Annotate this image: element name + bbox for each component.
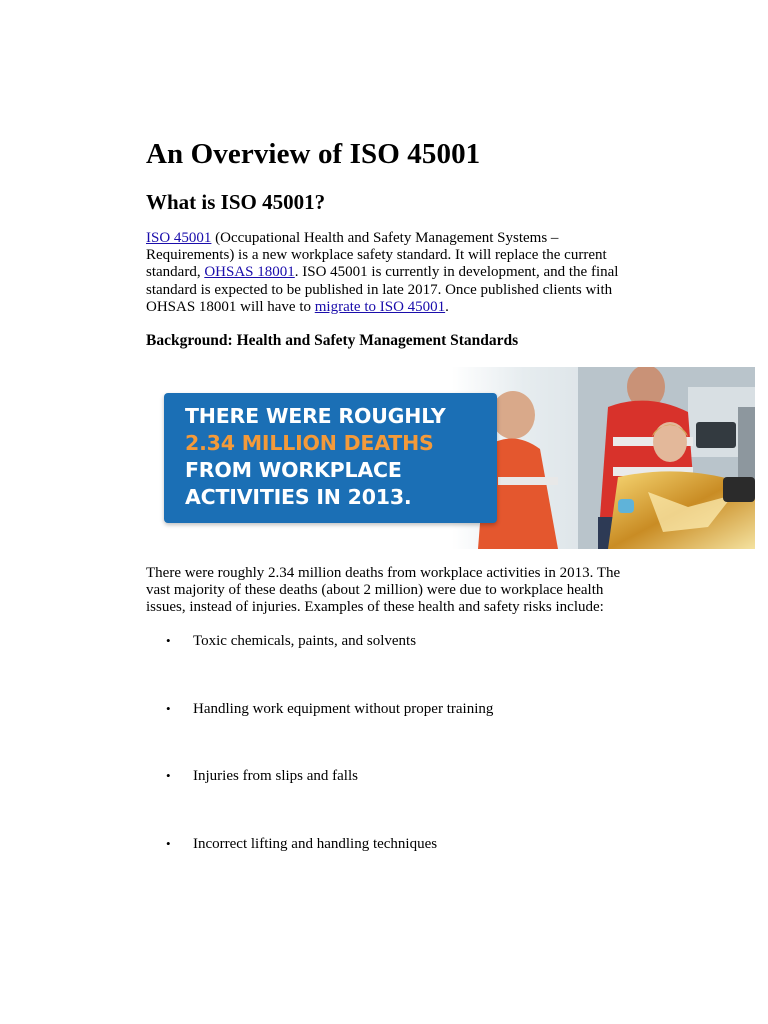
list-item-text: Incorrect lifting and handling techniques xyxy=(193,835,438,852)
page-title: An Overview of ISO 45001 xyxy=(146,138,481,170)
callout-line-3: FROM WORKPLACE xyxy=(185,458,402,482)
intro-text-3: . xyxy=(445,298,449,315)
bullet-icon: • xyxy=(166,768,171,783)
body-paragraph: There were roughly 2.34 million deaths from workplace activities in 2013. The vast majority of these deaths (about 2 million) were due to workplace health issues, instead of injuries. Examples of these health and safety risks include: xyxy=(146,565,621,616)
statistic-banner-image xyxy=(148,367,755,549)
intro-text-2: . ISO 45001 is currently in development, and the final standard is expected to be published in late 2017. Once published clients with OHSAS 18001 will have to xyxy=(146,264,619,315)
bullet-icon: • xyxy=(166,835,171,851)
list-item-text: Injuries from slips and falls xyxy=(193,768,358,784)
list-item-text: Toxic chemicals, paints, and solvents xyxy=(193,633,417,649)
intro-text-1: (Occupational Health and Safety Management Systems – Requirements) is a new workplace safety standard. It will replace the current standard, xyxy=(146,230,607,281)
bullet-icon: • xyxy=(166,700,171,716)
background-heading: Background: Health and Safety Management Standards xyxy=(146,332,519,349)
migrate-link[interactable]: migrate to ISO 45001 xyxy=(314,298,446,315)
list-item-text: Handling work equipment without proper training xyxy=(193,700,494,717)
callout-line-4: ACTIVITIES IN 2013. xyxy=(185,485,412,509)
bullet-icon: • xyxy=(166,633,171,648)
callout-line-1: THERE WERE ROUGHLY xyxy=(185,404,446,428)
intro-paragraph xyxy=(146,230,646,316)
callout-line-2: 2.34 MILLION DEATHS xyxy=(185,431,434,455)
iso-45001-link[interactable]: ISO 45001 xyxy=(146,230,212,246)
ohsas-18001-link[interactable]: OHSAS 18001 xyxy=(204,264,295,281)
statistic-callout xyxy=(164,393,497,523)
section-subtitle: What is ISO 45001? xyxy=(146,190,326,214)
